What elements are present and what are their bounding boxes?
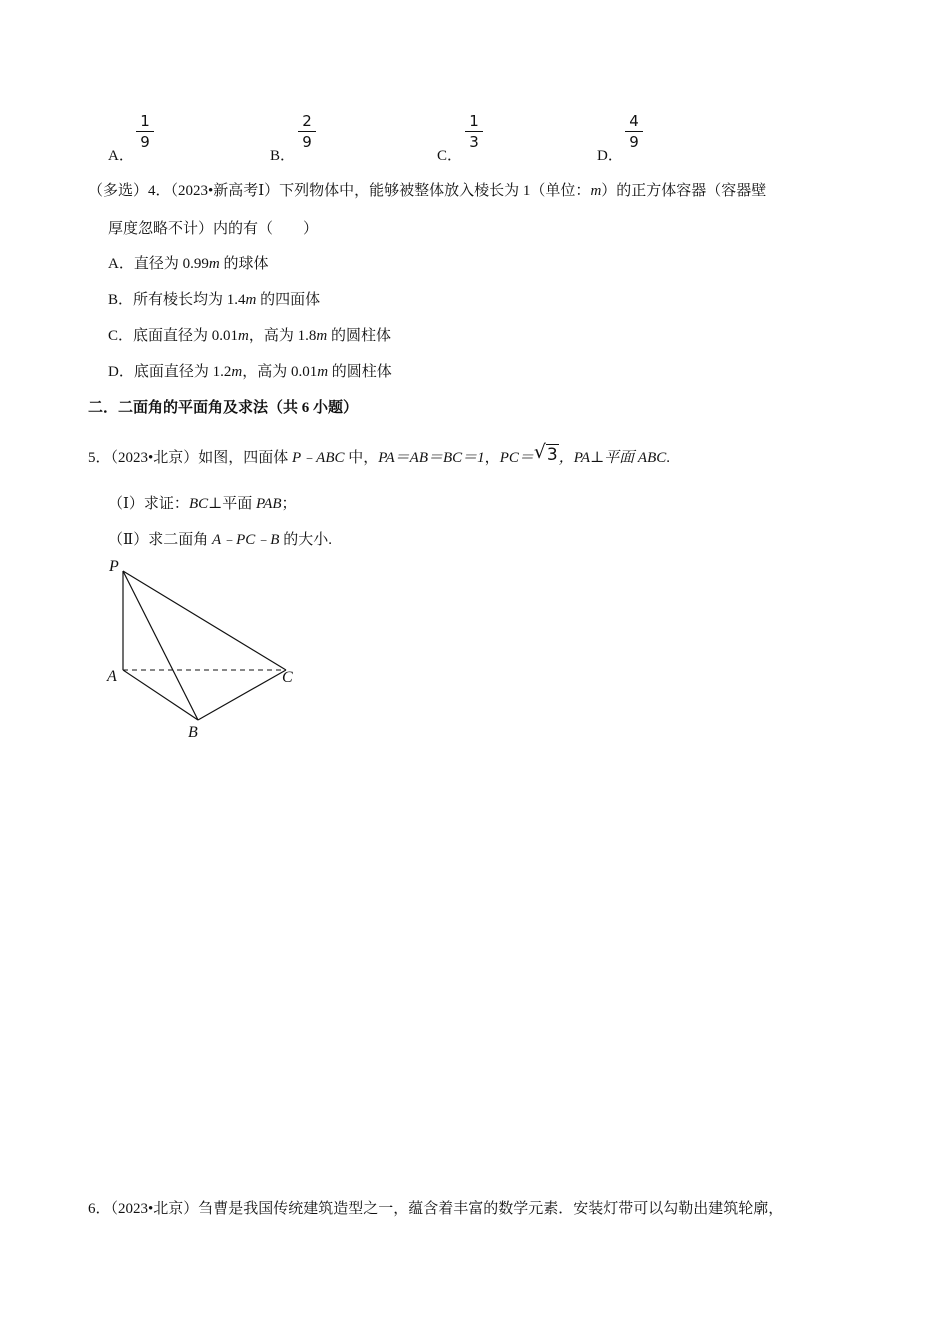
q4-option-d: D．底面直径为 1.2m，高为 0.01m 的圆柱体 (108, 364, 392, 380)
label-p: P (109, 558, 119, 575)
q5-stem: 5．（2023•北京）如图，四面体 P﹣ABC 中，PA＝AB＝BC＝1，PC＝ √ 3，PA⊥平面 ABC. (88, 441, 671, 466)
q5-part2: （Ⅱ）求二面角 A﹣PC﹣B 的大小. (108, 532, 332, 548)
q6-stem: 6．（2023•北京）刍曹是我国传统建筑造型之一，蕴含着丰富的数学元素．安装灯带可以勾勒出建筑轮廓， (88, 1201, 784, 1217)
q4-stem: （多选）4．（2023•新高考Ⅰ）下列物体中，能够被整体放入棱长为 1（单位：m）的正方体容器（容器壁 (88, 183, 767, 199)
label-b: B (188, 724, 198, 741)
edge-ab (123, 670, 198, 720)
q5-part1: （Ⅰ）求证：BC⊥平面 PAB； (108, 496, 297, 512)
numerator: 1 (469, 112, 479, 130)
option-letter: B． (270, 148, 296, 164)
label-a: A (107, 668, 117, 685)
section-title: 二．二面角的平面角及求法（共 6 小题） (88, 400, 359, 416)
fraction (136, 112, 154, 151)
q4-stem-line2: 厚度忽略不计）内的有（ ） (108, 221, 319, 237)
option-letter: C． (437, 148, 463, 164)
numerator: 2 (302, 112, 312, 130)
fraction (465, 112, 483, 151)
q4-option-c: C．底面直径为 0.01m，高为 1.8m 的圆柱体 (108, 328, 391, 344)
fraction (298, 112, 316, 151)
q4-option-b: B．所有棱长均为 1.4m 的四面体 (108, 292, 321, 308)
fraction (625, 112, 643, 151)
sqrt-expression: √ 3 (533, 441, 558, 465)
label-c: C (282, 669, 293, 686)
numerator: 4 (629, 112, 639, 130)
denominator: 9 (302, 133, 312, 151)
denominator: 9 (140, 133, 150, 151)
option-letter: A． (108, 148, 134, 164)
q4-option-a: A．直径为 0.99m 的球体 (108, 256, 269, 272)
denominator: 3 (469, 133, 479, 151)
numerator: 1 (140, 112, 150, 130)
option-letter: D． (597, 148, 623, 164)
denominator: 9 (629, 133, 639, 151)
edge-bc (198, 670, 286, 720)
tetrahedron-figure (100, 550, 320, 750)
